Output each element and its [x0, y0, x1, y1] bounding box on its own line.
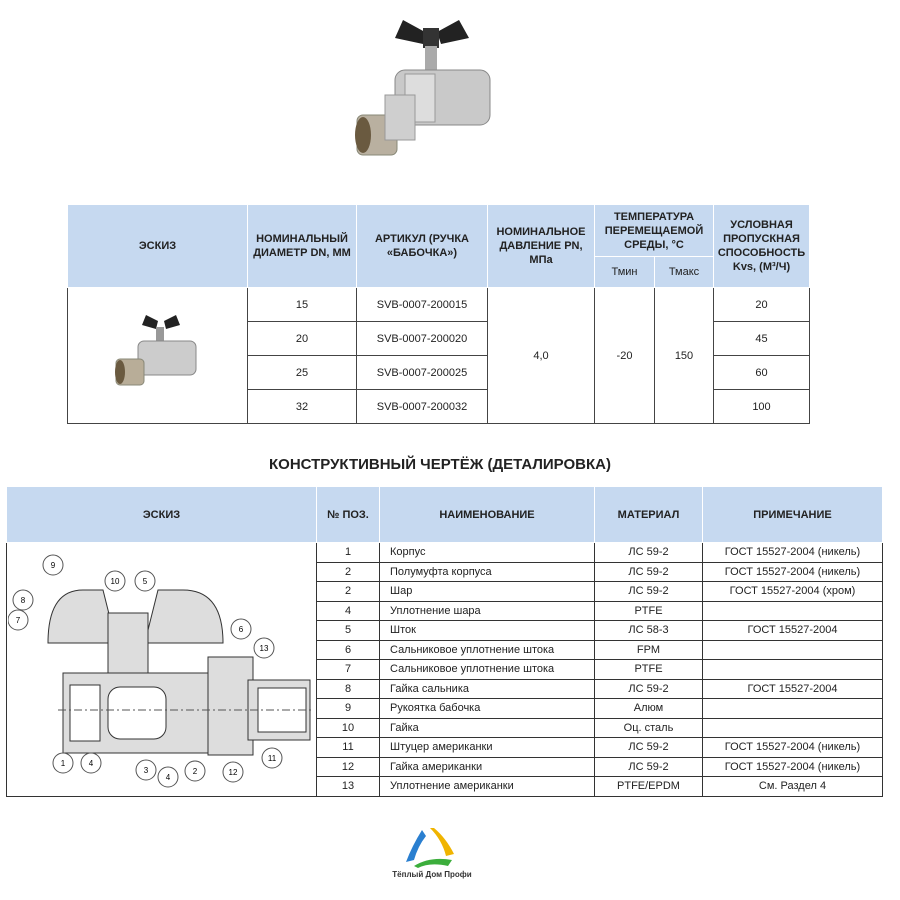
- pos-cell: 7: [317, 660, 380, 680]
- note-cell: ГОСТ 15527-2004 (никель): [703, 738, 883, 758]
- material-cell: ЛС 59-2: [595, 757, 703, 777]
- material-cell: FPM: [595, 640, 703, 660]
- material-cell: ЛС 59-2: [595, 738, 703, 758]
- callout-label: 7: [15, 616, 21, 625]
- note-cell: [703, 640, 883, 660]
- header-dn: НОМИНАЛЬНЫЙ ДИАМЕТР DN, ММ: [248, 205, 357, 288]
- pos-cell: 13: [317, 777, 380, 797]
- note-cell: ГОСТ 15527-2004 (никель): [703, 757, 883, 777]
- material-cell: Оц. сталь: [595, 718, 703, 738]
- tmin-cell: -20: [595, 288, 655, 424]
- material-cell: ЛС 59-2: [595, 679, 703, 699]
- note-cell: [703, 601, 883, 621]
- callout-label: 11: [267, 754, 277, 763]
- header-sketch: ЭСКИЗ: [7, 487, 317, 543]
- material-cell: PTFE: [595, 601, 703, 621]
- article-cell: SVB-0007-200032: [357, 390, 488, 424]
- kvs-cell: 60: [714, 356, 810, 390]
- note-cell: [703, 660, 883, 680]
- valve-thumbnail: [108, 309, 208, 399]
- pos-cell: 2: [317, 582, 380, 602]
- product-photo: [345, 10, 505, 160]
- material-cell: PTFE: [595, 660, 703, 680]
- header-name: НАИМЕНОВАНИЕ: [380, 487, 595, 543]
- pos-cell: 6: [317, 640, 380, 660]
- pressure-cell: 4,0: [488, 288, 595, 424]
- callout-label: 4: [165, 773, 171, 782]
- pos-cell: 8: [317, 679, 380, 699]
- name-cell: Гайка американки: [380, 757, 595, 777]
- name-cell: Уплотнение американки: [380, 777, 595, 797]
- header-material: МАТЕРИАЛ: [595, 487, 703, 543]
- name-cell: Гайка сальника: [380, 679, 595, 699]
- pos-cell: 12: [317, 757, 380, 777]
- callout-label: 2: [192, 767, 198, 776]
- kvs-cell: 45: [714, 322, 810, 356]
- pos-cell: 11: [317, 738, 380, 758]
- material-cell: Алюм: [595, 699, 703, 719]
- name-cell: Шток: [380, 621, 595, 641]
- callout-label: 5: [142, 577, 148, 586]
- callout-label: 6: [238, 625, 244, 634]
- cutaway-drawing: [8, 545, 314, 795]
- material-cell: ЛС 58-3: [595, 621, 703, 641]
- name-cell: Полумуфта корпуса: [380, 562, 595, 582]
- sketch-photo-cell: [68, 288, 248, 424]
- header-note: ПРИМЕЧАНИЕ: [703, 487, 883, 543]
- article-cell: SVB-0007-200020: [357, 322, 488, 356]
- name-cell: Штуцер американки: [380, 738, 595, 758]
- dn-cell: 32: [248, 390, 357, 424]
- pos-cell: 9: [317, 699, 380, 719]
- callout-label: 8: [20, 596, 26, 605]
- name-cell: Сальниковое уплотнение штока: [380, 660, 595, 680]
- name-cell: Гайка: [380, 718, 595, 738]
- article-cell: SVB-0007-200015: [357, 288, 488, 322]
- callout-label: 12: [228, 768, 238, 777]
- pos-cell: 10: [317, 718, 380, 738]
- note-cell: См. Раздел 4: [703, 777, 883, 797]
- logo-text: Тёплый Дом Профи: [392, 870, 472, 879]
- name-cell: Рукоятка бабочка: [380, 699, 595, 719]
- callout-label: 3: [143, 766, 149, 775]
- note-cell: ГОСТ 15527-2004 (никель): [703, 562, 883, 582]
- company-logo: [400, 826, 460, 870]
- pos-cell: 2: [317, 562, 380, 582]
- callout-label: 9: [50, 561, 56, 570]
- header-pos: № ПОЗ.: [317, 487, 380, 543]
- name-cell: Корпус: [380, 543, 595, 563]
- note-cell: [703, 718, 883, 738]
- callout-label: 1: [60, 759, 66, 768]
- callout-label: 4: [88, 759, 94, 768]
- note-cell: ГОСТ 15527-2004: [703, 621, 883, 641]
- callout-label: 13: [259, 644, 269, 653]
- kvs-cell: 20: [714, 288, 810, 322]
- dn-cell: 25: [248, 356, 357, 390]
- material-cell: ЛС 59-2: [595, 562, 703, 582]
- note-cell: ГОСТ 15527-2004 (хром): [703, 582, 883, 602]
- dn-cell: 20: [248, 322, 357, 356]
- specs-table: [67, 204, 810, 424]
- name-cell: Уплотнение шара: [380, 601, 595, 621]
- material-cell: PTFE/EPDM: [595, 777, 703, 797]
- header-sketch: ЭСКИЗ: [68, 205, 248, 288]
- material-cell: ЛС 59-2: [595, 543, 703, 563]
- header-article: АРТИКУЛ (РУЧКА «БАБОЧКА»): [357, 205, 488, 288]
- name-cell: Сальниковое уплотнение штока: [380, 640, 595, 660]
- section-title: КОНСТРУКТИВНЫЙ ЧЕРТЁЖ (ДЕТАЛИРОВКА): [269, 456, 611, 473]
- note-cell: [703, 699, 883, 719]
- header-tmax: Тмакс: [655, 257, 714, 288]
- pos-cell: 5: [317, 621, 380, 641]
- pos-cell: 4: [317, 601, 380, 621]
- header-temp: ТЕМПЕРАТУРА ПЕРЕМЕЩАЕМОЙ СРЕДЫ, °С: [595, 205, 714, 257]
- header-pressure: НОМИНАЛЬНОЕ ДАВЛЕНИЕ PN, МПа: [488, 205, 595, 288]
- note-cell: ГОСТ 15527-2004 (никель): [703, 543, 883, 563]
- dn-cell: 15: [248, 288, 357, 322]
- kvs-cell: 100: [714, 390, 810, 424]
- note-cell: ГОСТ 15527-2004: [703, 679, 883, 699]
- tmax-cell: 150: [655, 288, 714, 424]
- header-tmin: Тмин: [595, 257, 655, 288]
- article-cell: SVB-0007-200025: [357, 356, 488, 390]
- pos-cell: 1: [317, 543, 380, 563]
- header-kvs: УСЛОВНАЯ ПРОПУСКНАЯ СПОСОБНОСТЬ Kvs, (М³/Ч): [714, 205, 810, 288]
- callout-label: 10: [110, 577, 120, 586]
- name-cell: Шар: [380, 582, 595, 602]
- material-cell: ЛС 59-2: [595, 582, 703, 602]
- table-row: [68, 288, 810, 322]
